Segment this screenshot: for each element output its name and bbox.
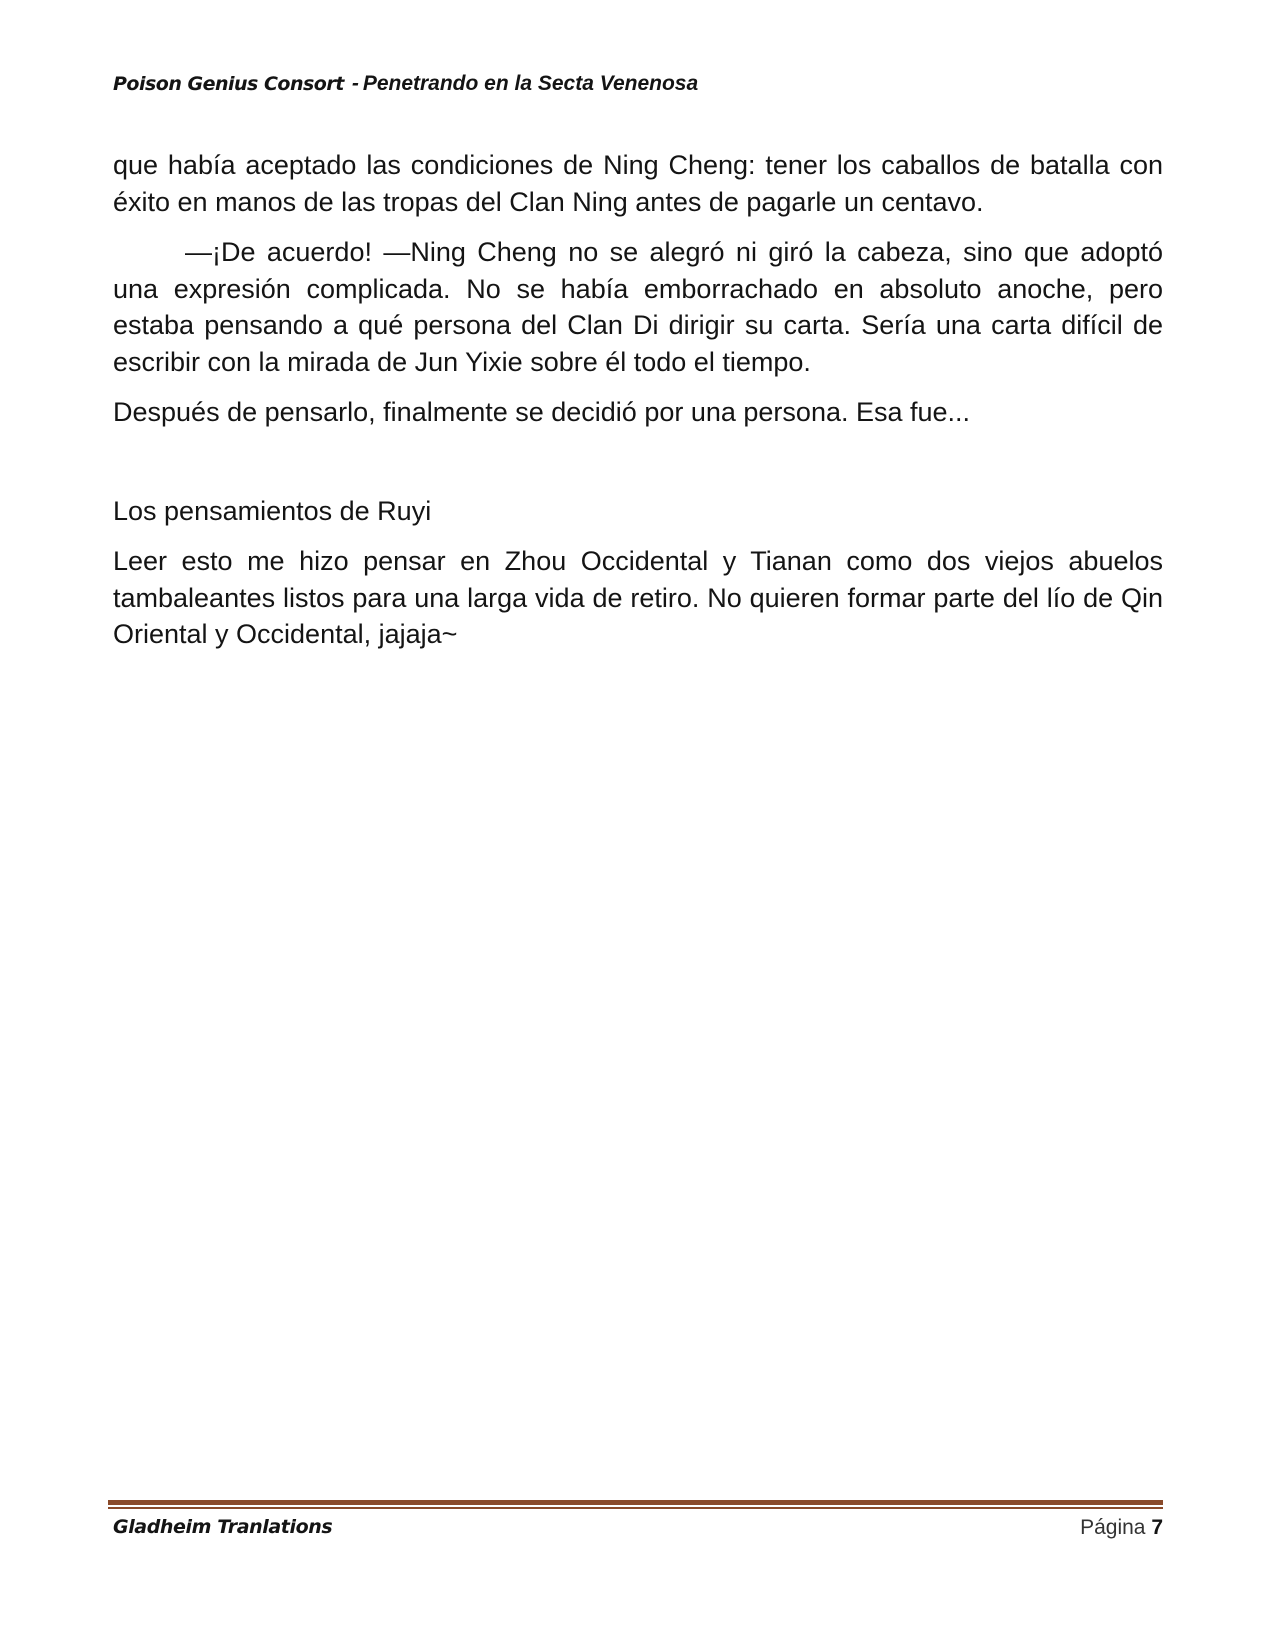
paragraph: Después de pensarlo, finalmente se decidió por una persona. Esa fue... [113, 397, 971, 427]
paragraph: que había aceptado las condiciones de Ning Cheng: tener los caballos de batalla con éxito en manos de las tropas del Clan Ning antes de pagarle un centavo. [113, 150, 1163, 217]
footer-rule [108, 1500, 1163, 1505]
page-number-block [1080, 1516, 1163, 1540]
footer-rule-thin [108, 1507, 1163, 1509]
publisher-name: Gladheim Tranlations [113, 1516, 333, 1538]
running-header [113, 72, 698, 96]
chapter-title: Penetrando en la Secta Venenosa [362, 72, 699, 95]
header-separator: - [351, 72, 359, 95]
paragraph: —¡De acuerdo! —Ning Cheng no se alegró ni giró la cabeza, sino que adoptó una expresión complicada. No se había emborrachado en absoluto anoche, pero estaba pensando a qué persona del Clan Di dirigir su carta. Sería una carta difícil de escribir con la mirada de Jun Yixie sobre él todo el tiempo. [113, 237, 1163, 377]
paragraph: Leer esto me hizo pensar en Zhou Occidental y Tianan como dos viejos abuelos tambaleantes listos para una larga vida de retiro. No quieren formar parte del lío de Qin Oriental y Occidental, jajaja~ [113, 546, 1163, 649]
section-heading: Los pensamientos de Ruyi [113, 495, 432, 526]
page-body [113, 147, 1163, 667]
book-title: Poison Genius Consort [113, 73, 344, 95]
paragraph-gap [113, 445, 1163, 493]
page-number: 7 [1151, 1516, 1163, 1539]
page-label: Página [1080, 1516, 1146, 1539]
